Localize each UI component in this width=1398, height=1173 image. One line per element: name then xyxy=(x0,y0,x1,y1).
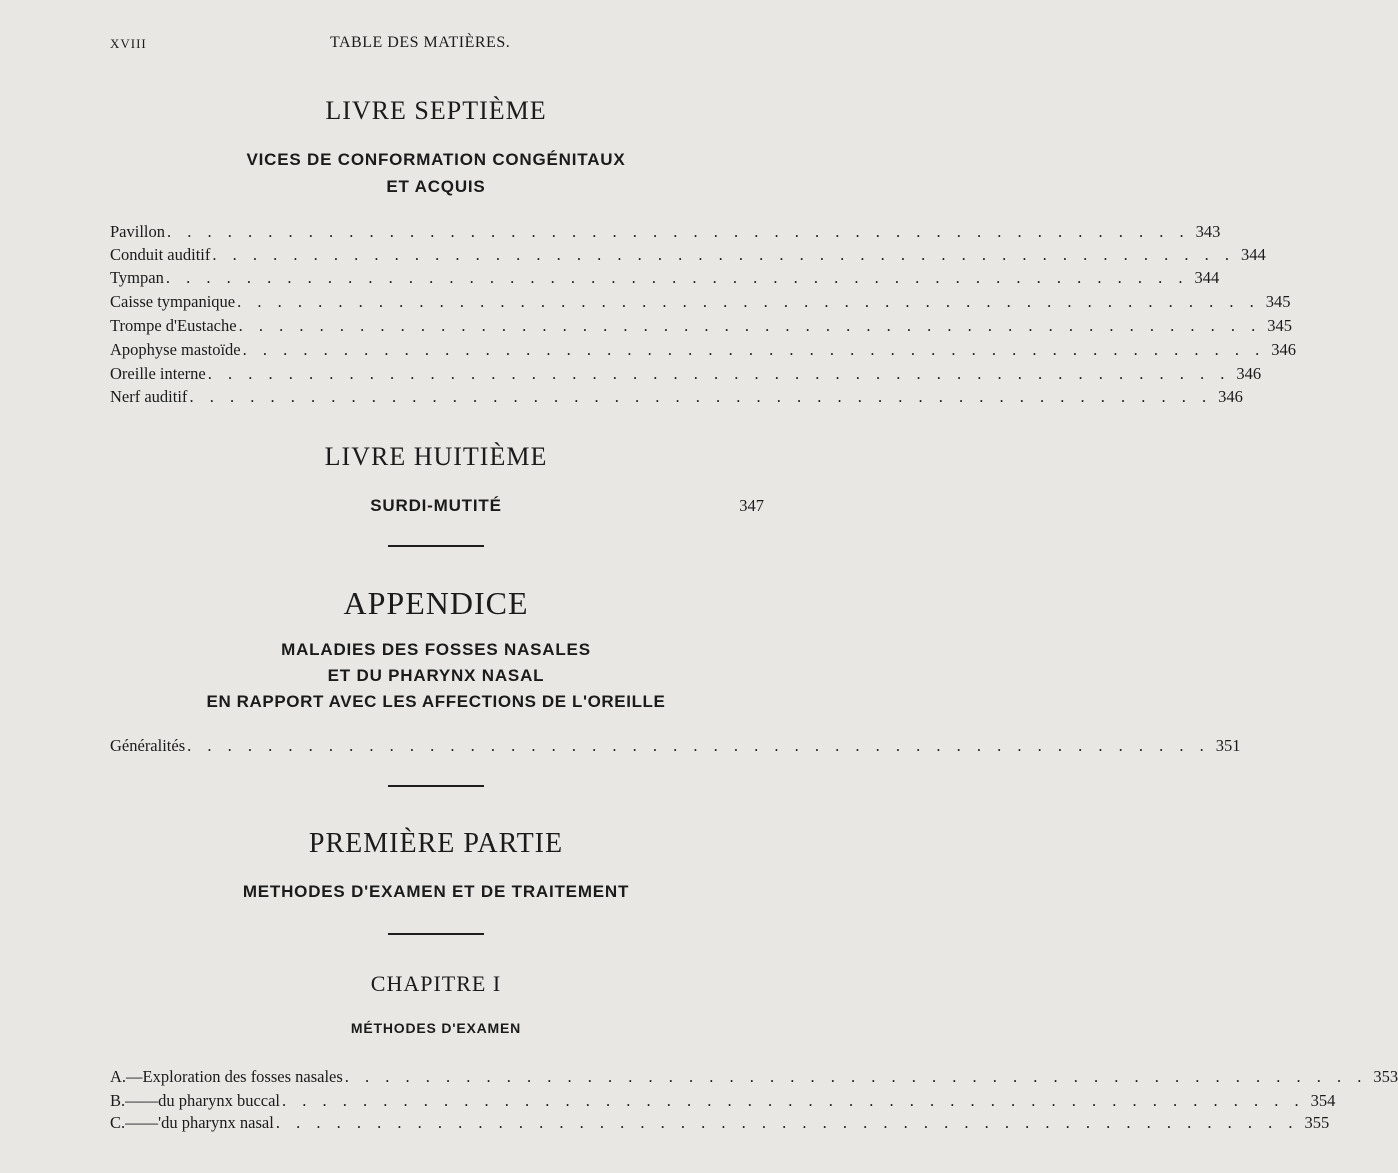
toc-entry-label: Généralités xyxy=(110,736,186,755)
toc-leader: . . . . . . . . . . . . . . . . . . . . . . . . . . . . . . . . . . . . . . . . . . . . . . . . . . . xyxy=(238,316,1262,335)
toc-entry xyxy=(110,292,1291,314)
toc-entry xyxy=(110,1113,1330,1135)
toc-entry-label: Pavillon xyxy=(110,222,166,241)
premiere-partie-title: PREMIÈRE PARTIE xyxy=(308,828,564,859)
toc-entry-dash: — xyxy=(125,1113,142,1132)
toc-entry-page: 346 xyxy=(1271,340,1296,359)
toc-entry-ditto: — xyxy=(141,1113,159,1132)
toc-entry-page: 344 xyxy=(1194,268,1220,287)
toc-entry xyxy=(110,340,1296,362)
toc-entry-label: Caisse tympanique xyxy=(110,292,236,311)
livre-huitieme-title: LIVRE HUITIÈME xyxy=(324,442,548,471)
toc-entry-label: Apophyse mastoïde xyxy=(110,340,241,359)
chapitre-subtitle: MÉTHODES D'EXAMEN xyxy=(350,1020,522,1036)
toc-entry xyxy=(110,245,1266,267)
section-divider xyxy=(388,933,484,935)
toc-leader: . . . . . . . . . . . . . . . . . . . . . . . . . . . . . . . . . . . . . . . . . . . . . . . . . . . xyxy=(212,245,1235,264)
toc-leader: . . . . . . . . . . . . . . . . . . . . . . . . . . . . . . . . . . . . . . . . . . . . . . . . . . . xyxy=(167,222,1190,241)
toc-entry-page: 351 xyxy=(1215,736,1241,755)
toc-entry-ditto: — xyxy=(141,1091,159,1110)
toc-entry xyxy=(110,736,1241,758)
toc-entry-page: 355 xyxy=(1304,1113,1330,1132)
appendice-subtitle-line2: ET DU PHARYNX NASAL xyxy=(327,666,545,685)
toc-entry-page: 345 xyxy=(1265,292,1291,311)
appendice-subtitle-line1: MALADIES DES FOSSES NASALES xyxy=(281,640,591,659)
toc-entry xyxy=(110,364,1262,386)
toc-entry-label: Nerf auditif xyxy=(110,387,188,406)
toc-leader: . . . . . . . . . . . . . . . . . . . . . . . . . . . . . . . . . . . . . . . . . . . . . . . . . . . xyxy=(207,364,1231,383)
livre-septieme-title: LIVRE SEPTIÈME xyxy=(325,96,547,125)
toc-entry-label: Tympan xyxy=(110,268,164,287)
toc-leader: . . . . . . . . . . . . . . . . . . . . . . . . . . . . . . . . . . . . . . . . . . . . . . . . . . . xyxy=(344,1067,1368,1086)
premiere-partie-subtitle: METHODES D'EXAMEN ET DE TRAITEMENT xyxy=(242,882,630,901)
section-divider xyxy=(388,785,484,787)
toc-leader: . . . . . . . . . . . . . . . . . . . . . . . . . . . . . . . . . . . . . . . . . . . . . . . . . . . xyxy=(242,340,1266,359)
appendice-subtitle-line3: EN RAPPORT AVEC LES AFFECTIONS DE L'OREILLE xyxy=(206,692,666,711)
toc-entry-label: Trompe d'Eustache xyxy=(110,316,237,335)
toc-entry-page: 346 xyxy=(1236,364,1262,383)
chapitre-title: CHAPITRE I xyxy=(370,971,502,996)
toc-leader: . . . . . . . . . . . . . . . . . . . . . . . . . . . . . . . . . . . . . . . . . . . . . . . . . . . xyxy=(189,387,1213,406)
toc-leader: . . . . . . . . . . . . . . . . . . . . . . . . . . . . . . . . . . . . . . . . . . . . . . . . . . . xyxy=(187,736,1210,755)
toc-entry-dash: — xyxy=(126,1067,143,1086)
toc-entry-label: Oreille interne xyxy=(110,364,206,383)
toc-entry-label: Conduit auditif xyxy=(110,245,211,264)
toc-entry xyxy=(110,387,1243,409)
livre-septieme-subtitle-line1: VICES DE CONFORMATION CONGÉNITAUX xyxy=(246,150,626,169)
toc-entry-page: 344 xyxy=(1241,245,1266,264)
toc-leader: . . . . . . . . . . . . . . . . . . . . . . . . . . . . . . . . . . . . . . . . . . . . . . . . . . . xyxy=(275,1113,1299,1132)
toc-entry-letter: A. xyxy=(110,1067,127,1086)
toc-entry-letter: B. xyxy=(110,1091,126,1110)
running-title: TABLE DES MATIÈRES. xyxy=(330,34,511,51)
toc-entry xyxy=(110,1091,1336,1113)
running-header xyxy=(110,34,760,56)
toc-entry-dash: — xyxy=(125,1091,142,1110)
toc-entry-page: 343 xyxy=(1195,222,1221,241)
toc-leader: . . . . . . . . . . . . . . . . . . . . . . . . . . . . . . . . . . . . . . . . . . . . . . . . . . . xyxy=(282,1091,1305,1110)
toc-leader: . . . . . . . . . . . . . . . . . . . . . . . . . . . . . . . . . . . . . . . . . . . . . . . . . . . xyxy=(165,268,1189,287)
toc-entry-label: du pharynx buccal xyxy=(158,1091,281,1110)
livre-huitieme-page: 347 xyxy=(739,496,764,515)
toc-entry-page: 346 xyxy=(1218,387,1243,406)
toc-entry-label: Exploration des fosses nasales xyxy=(142,1067,343,1086)
toc-leader: . . . . . . . . . . . . . . . . . . . . . . . . . . . . . . . . . . . . . . . . . . . . . . . . . . . xyxy=(237,292,1260,311)
page-folio: XVIII xyxy=(110,36,147,51)
toc-entry-page: 345 xyxy=(1267,316,1292,335)
toc-entry xyxy=(110,316,1292,338)
toc-entry-letter: C. xyxy=(110,1113,126,1132)
section-divider xyxy=(388,545,484,547)
toc-entry-label: 'du pharynx nasal xyxy=(158,1113,274,1132)
toc-entry-page: 353 xyxy=(1373,1067,1398,1086)
toc-entry xyxy=(110,222,1221,244)
toc-entry-page: 354 xyxy=(1310,1091,1336,1110)
livre-huitieme-subtitle: SURDI-MUTITÉ xyxy=(370,496,502,515)
toc-entry xyxy=(110,1067,1398,1089)
appendice-title: APPENDICE xyxy=(343,585,529,621)
livre-septieme-subtitle-line2: ET ACQUIS xyxy=(386,177,486,196)
toc-entry xyxy=(110,268,1220,290)
